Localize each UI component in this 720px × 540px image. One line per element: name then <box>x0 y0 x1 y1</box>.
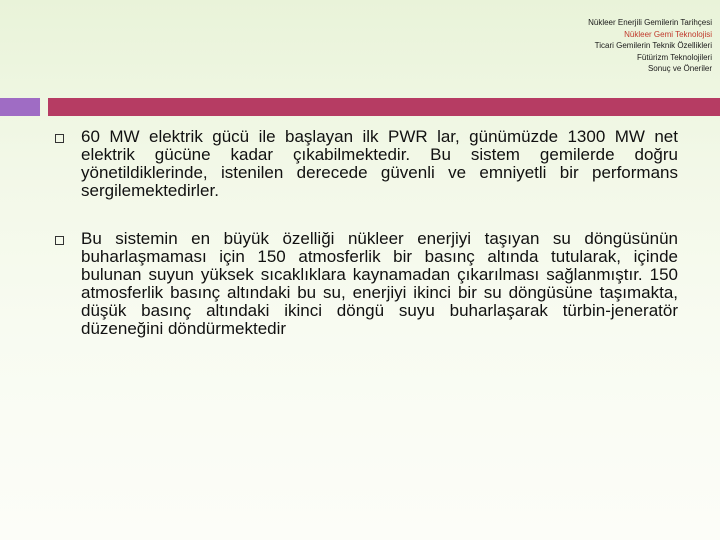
bullet-text: Bu sistemin en büyük özelliği nükleer enerjiyi taşıyan su döngüsünün buharlaşmaması için 150 atmosferlik bir basınç altında tutularak, içinde bulunan suyun yüksek sıcaklıklara kaynamadan çıkarılması sağlanmıştır. 150 atmosferlik basınç altındaki bu su, enerjiyi ikinci bir su döngüsüne taşımakta, düşük basınç altındaki ikinci döngü suyu buharlaşarak türbin-jeneratör düzeneğini döndürmektedir <box>81 229 678 338</box>
bullet-item <box>54 128 678 200</box>
section-navigation <box>312 17 712 75</box>
nav-item-history[interactable]: Nükleer Enerjili Gemilerin Tarihçesi <box>588 18 712 27</box>
bullet-text: 60 MW elektrik gücü ile başlayan ilk PWR lar, günümüzde 1300 MW net elektrik gücüne kadar çıkabilmektedir. Bu sistem gemilerde doğru yönetildiklerinde, istenilen derecede güvenli ve emniyetli bir performans sergilemektedirler. <box>81 127 678 200</box>
square-bullet-icon <box>55 134 64 143</box>
nav-item-conclusion[interactable]: Sonuç ve Öneriler <box>647 64 712 73</box>
accent-block-left <box>0 98 40 116</box>
slide-content <box>54 128 678 368</box>
accent-bar <box>48 98 720 116</box>
bullet-item <box>54 230 678 338</box>
nav-item-commercial-ships[interactable]: Ticari Gemilerin Teknik Özellikleri <box>594 41 712 50</box>
nav-item-futurism[interactable]: Fütürizm Teknolojileri <box>637 52 712 62</box>
square-bullet-icon <box>55 236 64 245</box>
nav-item-ship-technology[interactable]: Nükleer Gemi Teknolojisi <box>624 29 712 39</box>
